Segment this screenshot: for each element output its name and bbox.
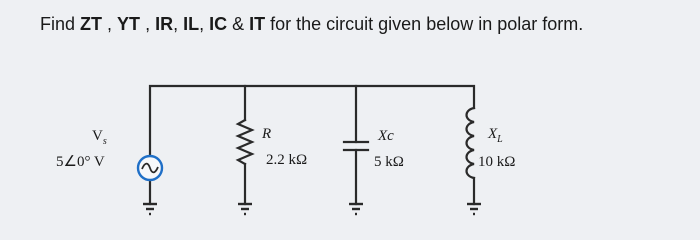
- zt-term: ZT: [80, 14, 103, 34]
- ground-symbol-source: [143, 204, 157, 214]
- separator: ,: [173, 14, 184, 34]
- top-bus-wire: [150, 86, 474, 158]
- ground-symbol-capacitor: [349, 204, 363, 214]
- inductor-symbol: X: [488, 126, 498, 142]
- source-symbol-label: [92, 128, 107, 147]
- ir-term: IR: [155, 14, 174, 34]
- separator: &: [227, 14, 250, 34]
- resistor-value-label: 2.2 kΩ: [266, 152, 308, 168]
- it-term: IT: [249, 14, 266, 34]
- question-suffix: for the circuit given below in polar form.: [265, 14, 584, 34]
- il-term: IL: [183, 14, 200, 34]
- source-symbol: V: [92, 128, 103, 144]
- ic-term: IC: [209, 14, 228, 34]
- source-value-label: 5∠0° V: [56, 154, 105, 170]
- inductor-subscript: L: [497, 134, 503, 145]
- capacitor-symbol-label: Xc: [378, 128, 394, 144]
- yt-term: YT: [117, 14, 141, 34]
- question-prefix: Find: [40, 14, 81, 34]
- separator: ,: [102, 14, 118, 34]
- inductor-symbol-label: [488, 126, 503, 145]
- resistor-zigzag: [238, 120, 252, 164]
- capacitor-value-label: 5 kΩ: [374, 154, 404, 170]
- ground-symbol-resistor: [238, 204, 252, 214]
- separator: ,: [199, 14, 210, 34]
- source-subscript: s: [102, 136, 107, 147]
- inductor-value-label: 10 kΩ: [478, 154, 516, 170]
- ac-source-icon: [138, 156, 162, 180]
- separator: ,: [140, 14, 156, 34]
- inductor-coil: [467, 108, 475, 178]
- ground-symbol-inductor: [467, 204, 481, 214]
- resistor-symbol-label: R: [262, 126, 272, 142]
